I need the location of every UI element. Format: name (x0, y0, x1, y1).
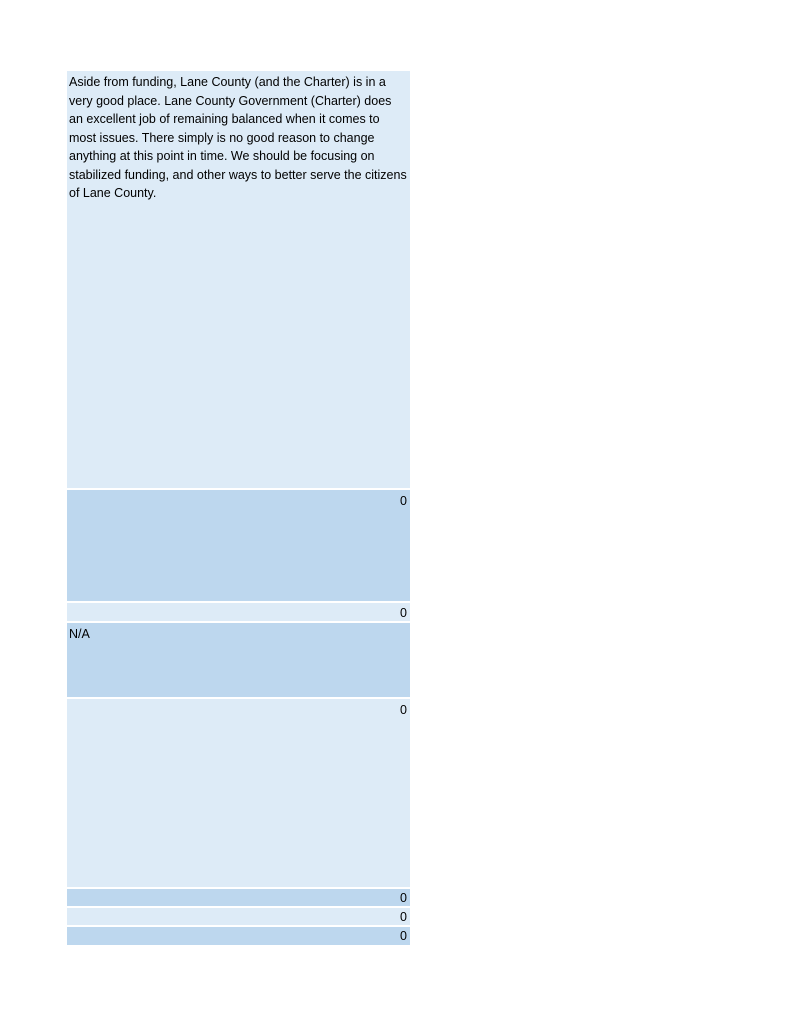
value-text: 0 (400, 910, 407, 924)
value-cell-row-7 (67, 908, 410, 927)
value-cell-row-3 (67, 603, 410, 623)
value-text: 0 (400, 494, 407, 508)
comment-text: Aside from funding, Lane County (and the Charter) is in a very good place. Lane County Government (Charter) does an excellent job of remaining balanced when it comes to most issues. There simply is no good reason to change anything at this point in time. We should be focusing on stabilized funding, and other ways to better serve the citizens of Lane County. (69, 75, 407, 200)
comment-cell (67, 71, 410, 490)
na-text: N/A (69, 627, 90, 641)
value-cell-row-5 (67, 699, 410, 889)
value-cell-row-2 (67, 490, 410, 603)
na-cell (67, 623, 410, 699)
value-text: 0 (400, 703, 407, 717)
value-text: 0 (400, 606, 407, 620)
spreadsheet-column (67, 71, 410, 945)
value-cell-row-8 (67, 927, 410, 945)
value-cell-row-6 (67, 889, 410, 908)
value-text: 0 (400, 891, 407, 905)
value-text: 0 (400, 929, 407, 943)
